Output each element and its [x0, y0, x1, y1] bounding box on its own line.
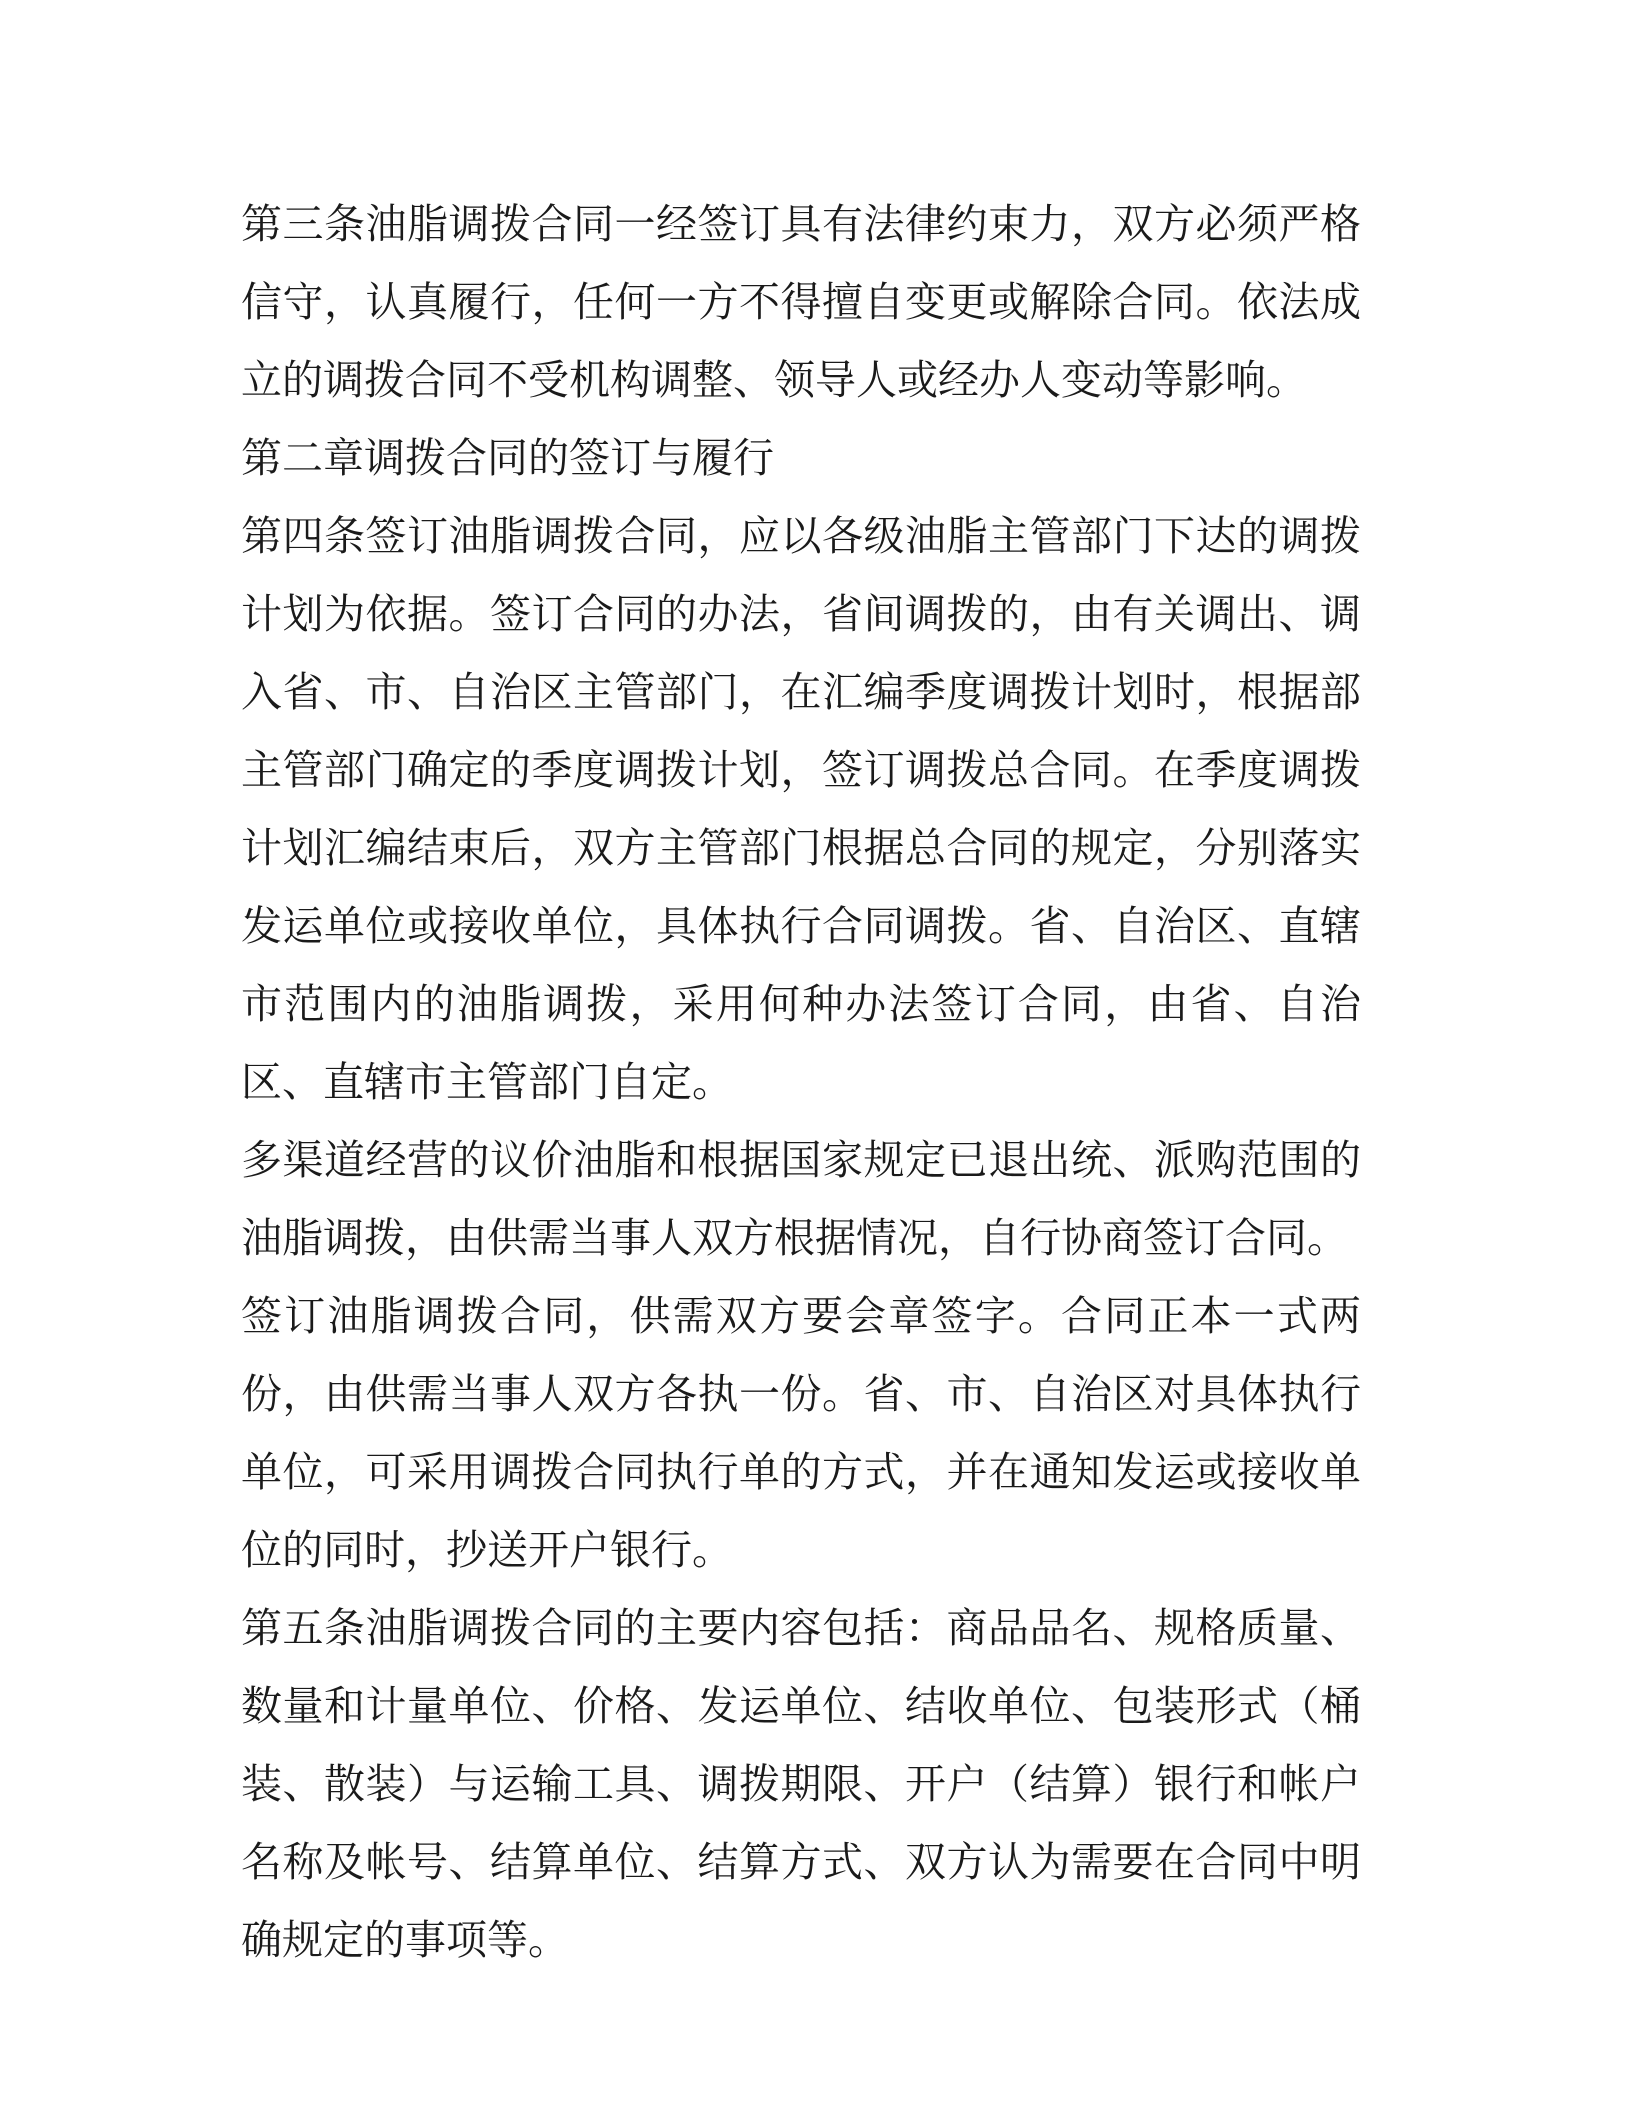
paragraph-article-4: 第四条签订油脂调拨合同，应以各级油脂主管部门下达的调拨计划为依据。签订合同的办法，省间调拨的，由有关调出、调入省、市、自治区主管部门，在汇编季度调拨计划时，根据部主管部门确定的季度调拨计划，签订调拨总合同。在季度调拨计划汇编结束后，双方主管部门根据总合同的规定，分别落实发运单位或接收单位，具体执行合同调拨。省、自治区、直辖市范围内的油脂调拨，采用何种办法签订合同，由省、自治区、直辖市主管部门自定。 [241, 512, 1361, 1106]
chapter-heading: 第二章调拨合同的签订与履行 [241, 434, 774, 482]
paragraph-signing: 签订油脂调拨合同，供需双方要会章签字。合同正本一式两份，由供需当事人双方各执一份。省、市、自治区对具体执行单位，可采用调拨合同执行单的方式，并在通知发运或接收单位的同时，抄送开户银行。 [241, 1292, 1361, 1574]
paragraph-multichannel: 多渠道经营的议价油脂和根据国家规定已退出统、派购范围的油脂调拨，由供需当事人双方根据情况，自行协商签订合同。 [241, 1136, 1361, 1262]
document-body [241, 185, 1361, 1979]
paragraph-article-3: 第三条油脂调拨合同一经签订具有法律约束力，双方必须严格信守，认真履行，任何一方不得擅自变更或解除合同。依法成立的调拨合同不受机构调整、领导人或经办人变动等影响。 [241, 200, 1361, 404]
paragraph-article-5: 第五条油脂调拨合同的主要内容包括：商品品名、规格质量、数量和计量单位、价格、发运单位、结收单位、包装形式（桶装、散装）与运输工具、调拨期限、开户（结算）银行和帐户名称及帐号、结算单位、结算方式、双方认为需要在合同中明确规定的事项等。 [241, 1604, 1361, 1964]
